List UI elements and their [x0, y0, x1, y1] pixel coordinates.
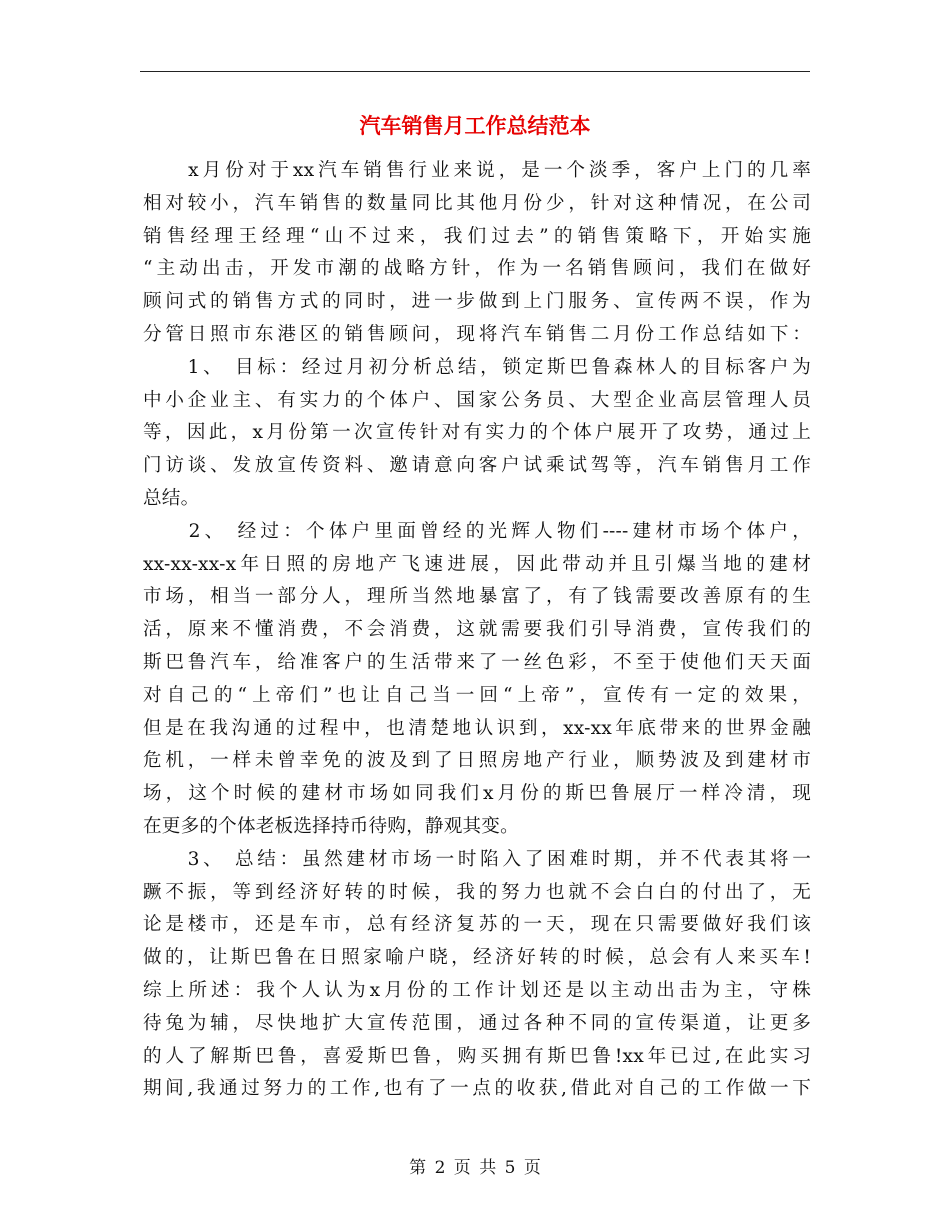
text-line: 危机，一样未曾幸免的波及到了日照房地产行业，顺势波及到建材市 — [143, 750, 811, 772]
text-line: 3、 总结：虽然建材市场一时陷入了困难时期，并不代表其将一 — [143, 848, 811, 870]
text-line: 对自己的“上帝们”也让自己当一回“上帝”，宣传有一定的效果， — [143, 684, 811, 706]
text-line: 门访谈、发放宣传资料、邀请意向客户试乘试驾等，汽车销售月工作 — [143, 455, 811, 477]
text-line: 2、 经过：个体户里面曾经的光辉人物们----建材市场个体户， — [143, 520, 811, 542]
text-line: 论是楼市，还是车市，总有经济复苏的一天，现在只需要做好我们该 — [143, 914, 811, 936]
text-line: 场，这个时候的建材市场如同我们x月份的斯巴鲁展厅一样冷清，现 — [143, 783, 811, 805]
text-line: 综上所述：我个人认为x月份的工作计划还是以主动出击为主，守株 — [143, 979, 811, 1001]
text-line: 做的，让斯巴鲁在日照家喻户晓，经济好转的时候，总会有人来买车! — [143, 947, 811, 969]
page-footer: 第 2 页 共 5 页 — [409, 1158, 541, 1178]
text-line: 在更多的个体老板选择持币待购，静观其变。 — [143, 815, 519, 837]
text-line: x月份对于xx汽车销售行业来说，是一个淡季，客户上门的几率 — [143, 160, 811, 181]
text-line: 销售经理王经理“山不过来，我们过去”的销售策略下，开始实施 — [143, 225, 811, 247]
text-line: 蹶不振，等到经济好转的时候，我的努力也就不会白白的付出了，无 — [143, 881, 811, 903]
text-line: 市场，相当一部分人，理所当然地暴富了，有了钱需要改善原有的生 — [143, 586, 811, 608]
text-line: 等，因此，x月份第一次宣传针对有实力的个体户展开了攻势，通过上 — [143, 422, 811, 444]
document-body — [143, 155, 811, 1106]
text-line: 总结。 — [143, 487, 200, 509]
text-line: 分管日照市东港区的销售顾问，现将汽车销售二月份工作总结如下： — [143, 323, 811, 345]
text-line: 1、 目标：经过月初分析总结，锁定斯巴鲁森林人的目标客户为 — [143, 356, 811, 378]
text-line: 但是在我沟通的过程中，也清楚地认识到，xx-xx年底带来的世界金融 — [143, 717, 811, 739]
text-line: 期间,我通过努力的工作,也有了一点的收获,借此对自己的工作做一下 — [143, 1078, 811, 1100]
text-line: 斯巴鲁汽车，给准客户的生活带来了一丝色彩，不至于使他们天天面 — [143, 651, 811, 673]
text-line: xx-xx-xx-x年日照的房地产飞速进展，因此带动并且引爆当地的建材 — [143, 553, 811, 575]
text-line: 相对较小，汽车销售的数量同比其他月份少，针对这种情况，在公司 — [143, 192, 811, 214]
text-line: 的人了解斯巴鲁，喜爱斯巴鲁，购买拥有斯巴鲁!xx年已过,在此实习 — [143, 1045, 811, 1067]
document-title: 汽车销售月工作总结范本 — [359, 114, 591, 138]
text-line: 顾问式的销售方式的同时，进一步做到上门服务、宣传两不误，作为 — [143, 291, 811, 313]
header-rule — [140, 71, 810, 72]
text-line: “主动出击，开发市潮的战略方针，作为一名销售顾问，我们在做好 — [143, 258, 811, 280]
text-line: 中小企业主、有实力的个体户、国家公务员、大型企业高层管理人员 — [143, 389, 811, 411]
text-line: 待兔为辅，尽快地扩大宣传范围，通过各种不同的宣传渠道，让更多 — [143, 1012, 811, 1034]
text-line: 活，原来不懂消费，不会消费，这就需要我们引导消费，宣传我们的 — [143, 619, 811, 641]
